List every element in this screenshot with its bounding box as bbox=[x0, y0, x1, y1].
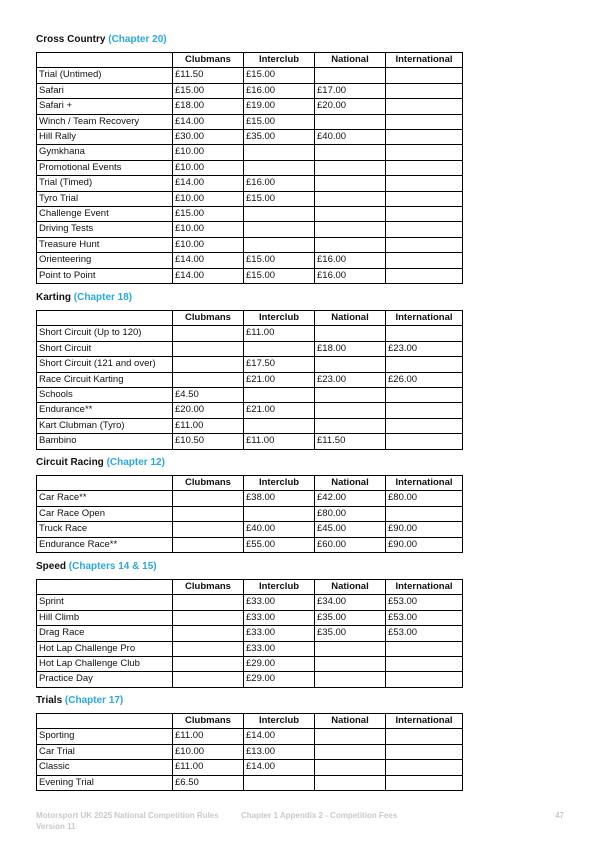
table-row bbox=[37, 626, 463, 641]
column-header: Interclub bbox=[244, 714, 315, 729]
fee-cell: £18.00 bbox=[173, 99, 244, 114]
fee-cell bbox=[244, 506, 315, 521]
table-row bbox=[37, 176, 463, 191]
fee-cell: £30.00 bbox=[173, 130, 244, 145]
fee-cell: £13.00 bbox=[244, 744, 315, 759]
event-type-cell: Hill Climb bbox=[37, 610, 173, 625]
event-type-cell: Trial (Untimed) bbox=[37, 68, 173, 83]
fee-cell bbox=[386, 744, 463, 759]
table-row bbox=[37, 729, 463, 744]
fee-cell: £29.00 bbox=[244, 657, 315, 672]
fee-cell bbox=[173, 522, 244, 537]
fee-cell bbox=[315, 207, 386, 222]
fee-cell bbox=[244, 775, 315, 790]
fee-cell: £15.00 bbox=[244, 114, 315, 129]
event-type-cell: Kart Clubman (Tyro) bbox=[37, 418, 173, 433]
event-type-cell: Car Race Open bbox=[37, 506, 173, 521]
table-row bbox=[37, 357, 463, 372]
table-row bbox=[37, 418, 463, 433]
fee-cell: £15.00 bbox=[173, 83, 244, 98]
fee-cell: £14.00 bbox=[244, 760, 315, 775]
fee-cell bbox=[173, 595, 244, 610]
fee-cell: £33.00 bbox=[244, 595, 315, 610]
fee-cell bbox=[315, 729, 386, 744]
fee-cell: £10.00 bbox=[173, 160, 244, 175]
fee-cell bbox=[386, 657, 463, 672]
fee-cell: £15.00 bbox=[244, 268, 315, 283]
chapter-reference: (Chapter 12) bbox=[106, 457, 165, 468]
fee-cell: £15.00 bbox=[244, 253, 315, 268]
section-cross-country bbox=[36, 32, 463, 284]
table-row bbox=[37, 403, 463, 418]
fee-cell bbox=[173, 372, 244, 387]
fee-cell: £14.00 bbox=[244, 729, 315, 744]
event-type-cell: Point to Point bbox=[37, 268, 173, 283]
fee-cell bbox=[315, 176, 386, 191]
event-type-cell: Sporting bbox=[37, 729, 173, 744]
fees-table bbox=[36, 475, 463, 553]
table-row bbox=[37, 760, 463, 775]
event-type-cell: Classic bbox=[37, 760, 173, 775]
fee-cell bbox=[386, 434, 463, 449]
table-row bbox=[37, 537, 463, 552]
fee-cell bbox=[315, 641, 386, 656]
fee-cell: £45.00 bbox=[315, 522, 386, 537]
column-header: National bbox=[315, 580, 386, 595]
fee-cell bbox=[315, 160, 386, 175]
table-row bbox=[37, 657, 463, 672]
fee-cell bbox=[315, 357, 386, 372]
fee-cell: £14.00 bbox=[173, 253, 244, 268]
fee-cell: £34.00 bbox=[315, 595, 386, 610]
fee-cell: £17.00 bbox=[315, 83, 386, 98]
table-row bbox=[37, 68, 463, 83]
section-title: Speed bbox=[36, 561, 67, 572]
fee-cell: £60.00 bbox=[315, 537, 386, 552]
chapter-reference: (Chapters 14 & 15) bbox=[68, 561, 157, 572]
column-header: Clubmans bbox=[173, 580, 244, 595]
fee-cell: £33.00 bbox=[244, 610, 315, 625]
table-header-row bbox=[37, 53, 463, 68]
column-header: National bbox=[315, 476, 386, 491]
event-type-cell: Bambino bbox=[37, 434, 173, 449]
column-header: Clubmans bbox=[173, 53, 244, 68]
footer-page-number: 47 bbox=[555, 811, 564, 820]
footer-document-title: Motorsport UK 2025 National Competition Rules bbox=[36, 811, 219, 820]
column-header: International bbox=[386, 476, 463, 491]
fee-cell bbox=[386, 114, 463, 129]
fee-cell: £38.00 bbox=[244, 491, 315, 506]
fee-cell: £11.00 bbox=[173, 760, 244, 775]
fee-cell bbox=[315, 657, 386, 672]
event-type-cell: Endurance** bbox=[37, 403, 173, 418]
fee-cell: £10.00 bbox=[173, 237, 244, 252]
table-row bbox=[37, 268, 463, 283]
fee-cell: £80.00 bbox=[386, 491, 463, 506]
event-type-cell: Safari + bbox=[37, 99, 173, 114]
table-row bbox=[37, 145, 463, 160]
fees-table bbox=[36, 713, 463, 791]
fee-cell bbox=[386, 130, 463, 145]
column-header: Interclub bbox=[244, 580, 315, 595]
section-speed bbox=[36, 559, 463, 688]
fee-cell bbox=[173, 537, 244, 552]
table-row bbox=[37, 491, 463, 506]
fee-cell: £20.00 bbox=[315, 99, 386, 114]
column-header bbox=[37, 714, 173, 729]
table-row bbox=[37, 222, 463, 237]
fee-cell bbox=[173, 610, 244, 625]
fee-cell bbox=[173, 326, 244, 341]
fee-cell: £18.00 bbox=[315, 341, 386, 356]
event-type-cell: Short Circuit (121 and over) bbox=[37, 357, 173, 372]
fee-cell: £16.00 bbox=[315, 268, 386, 283]
fee-cell: £29.00 bbox=[244, 672, 315, 687]
column-header bbox=[37, 311, 173, 326]
fee-cell: £90.00 bbox=[386, 522, 463, 537]
event-type-cell: Gymkhana bbox=[37, 145, 173, 160]
fee-cell: £19.00 bbox=[244, 99, 315, 114]
section-title: Circuit Racing bbox=[36, 457, 104, 468]
fee-cell bbox=[386, 68, 463, 83]
column-header: Clubmans bbox=[173, 714, 244, 729]
event-type-cell: Winch / Team Recovery bbox=[37, 114, 173, 129]
fee-cell bbox=[386, 191, 463, 206]
fee-cell: £14.00 bbox=[173, 114, 244, 129]
fee-cell bbox=[386, 145, 463, 160]
table-header-row bbox=[37, 311, 463, 326]
fee-cell bbox=[386, 268, 463, 283]
fee-cell: £35.00 bbox=[315, 610, 386, 625]
table-row bbox=[37, 130, 463, 145]
table-row bbox=[37, 595, 463, 610]
fee-cell bbox=[244, 388, 315, 403]
event-type-cell: Safari bbox=[37, 83, 173, 98]
section-karting bbox=[36, 290, 463, 450]
event-type-cell: Car Trial bbox=[37, 744, 173, 759]
fee-cell: £53.00 bbox=[386, 610, 463, 625]
event-type-cell: Orienteering bbox=[37, 253, 173, 268]
fee-cell: £35.00 bbox=[315, 626, 386, 641]
fee-cell bbox=[315, 672, 386, 687]
column-header: National bbox=[315, 714, 386, 729]
fee-cell bbox=[173, 641, 244, 656]
fee-cell: £14.00 bbox=[173, 268, 244, 283]
table-row bbox=[37, 672, 463, 687]
fee-cell bbox=[315, 388, 386, 403]
fee-cell bbox=[315, 744, 386, 759]
event-type-cell: Tyro Trial bbox=[37, 191, 173, 206]
section-heading bbox=[36, 32, 463, 48]
fee-cell bbox=[315, 760, 386, 775]
column-header: International bbox=[386, 714, 463, 729]
table-row bbox=[37, 99, 463, 114]
fee-cell: £20.00 bbox=[173, 403, 244, 418]
fee-cell bbox=[315, 403, 386, 418]
column-header: National bbox=[315, 311, 386, 326]
fee-cell bbox=[386, 99, 463, 114]
event-type-cell: Promotional Events bbox=[37, 160, 173, 175]
event-type-cell: Schools bbox=[37, 388, 173, 403]
column-header bbox=[37, 580, 173, 595]
fee-cell bbox=[386, 760, 463, 775]
column-header: Interclub bbox=[244, 476, 315, 491]
fee-cell bbox=[244, 341, 315, 356]
fee-cell bbox=[386, 641, 463, 656]
fee-cell: £10.50 bbox=[173, 434, 244, 449]
fee-cell: £14.00 bbox=[173, 176, 244, 191]
fee-cell: £40.00 bbox=[315, 130, 386, 145]
chapter-reference: (Chapter 18) bbox=[73, 292, 133, 303]
table-row bbox=[37, 641, 463, 656]
table-row bbox=[37, 237, 463, 252]
fee-cell: £80.00 bbox=[315, 506, 386, 521]
fee-cell bbox=[386, 775, 463, 790]
event-type-cell: Sprint bbox=[37, 595, 173, 610]
fee-cell: £26.00 bbox=[386, 372, 463, 387]
event-type-cell: Challenge Event bbox=[37, 207, 173, 222]
column-header: Interclub bbox=[244, 311, 315, 326]
fee-cell bbox=[386, 83, 463, 98]
fees-table bbox=[36, 310, 463, 450]
event-type-cell: Car Race** bbox=[37, 491, 173, 506]
fees-table bbox=[36, 52, 463, 284]
fee-cell: £6.50 bbox=[173, 775, 244, 790]
column-header bbox=[37, 476, 173, 491]
fee-cell: £16.00 bbox=[315, 253, 386, 268]
table-row bbox=[37, 434, 463, 449]
fee-cell: £21.00 bbox=[244, 403, 315, 418]
fee-cell bbox=[315, 68, 386, 83]
fee-cell: £10.00 bbox=[173, 191, 244, 206]
fee-cell bbox=[386, 357, 463, 372]
fee-cell: £4.50 bbox=[173, 388, 244, 403]
table-row bbox=[37, 191, 463, 206]
fee-cell: £21.00 bbox=[244, 372, 315, 387]
fee-cell bbox=[386, 253, 463, 268]
fee-cell bbox=[386, 237, 463, 252]
fee-cell bbox=[386, 672, 463, 687]
fee-cell: £15.00 bbox=[244, 68, 315, 83]
fee-cell bbox=[244, 418, 315, 433]
event-type-cell: Drag Race bbox=[37, 626, 173, 641]
fee-cell bbox=[244, 145, 315, 160]
footer-chapter: Chapter 1 Appendix 2 - Competition Fees bbox=[241, 811, 398, 820]
event-type-cell: Truck Race bbox=[37, 522, 173, 537]
chapter-reference: (Chapter 17) bbox=[64, 695, 124, 706]
fee-cell bbox=[315, 775, 386, 790]
table-row bbox=[37, 253, 463, 268]
fee-cell bbox=[386, 176, 463, 191]
fee-cell: £15.00 bbox=[173, 207, 244, 222]
section-heading bbox=[36, 290, 463, 306]
fee-cell: £16.00 bbox=[244, 176, 315, 191]
fee-cell bbox=[386, 207, 463, 222]
column-header: International bbox=[386, 311, 463, 326]
fee-cell bbox=[173, 357, 244, 372]
event-type-cell: Hot Lap Challenge Pro bbox=[37, 641, 173, 656]
column-header: Interclub bbox=[244, 53, 315, 68]
table-row bbox=[37, 341, 463, 356]
fee-cell: £11.50 bbox=[315, 434, 386, 449]
section-circuit-racing bbox=[36, 455, 463, 553]
fee-cell bbox=[315, 114, 386, 129]
fee-cell: £42.00 bbox=[315, 491, 386, 506]
event-type-cell: Evening Trial bbox=[37, 775, 173, 790]
fee-cell: £33.00 bbox=[244, 626, 315, 641]
table-row bbox=[37, 114, 463, 129]
chapter-reference: (Chapter 20) bbox=[108, 34, 167, 45]
fee-cell bbox=[173, 341, 244, 356]
fees-table bbox=[36, 579, 463, 688]
fee-cell: £55.00 bbox=[244, 537, 315, 552]
fee-cell bbox=[315, 191, 386, 206]
fee-cell bbox=[386, 326, 463, 341]
table-header-row bbox=[37, 580, 463, 595]
fee-cell bbox=[173, 672, 244, 687]
table-row bbox=[37, 160, 463, 175]
table-row bbox=[37, 775, 463, 790]
event-type-cell: Trial (Timed) bbox=[37, 176, 173, 191]
fee-cell: £23.00 bbox=[315, 372, 386, 387]
fee-cell: £16.00 bbox=[244, 83, 315, 98]
fee-cell bbox=[386, 418, 463, 433]
event-type-cell: Treasure Hunt bbox=[37, 237, 173, 252]
fee-cell bbox=[173, 626, 244, 641]
fee-cell: £11.00 bbox=[173, 729, 244, 744]
fee-cell: £53.00 bbox=[386, 595, 463, 610]
fee-cell bbox=[315, 326, 386, 341]
section-heading bbox=[36, 455, 463, 471]
fee-cell bbox=[386, 160, 463, 175]
table-row bbox=[37, 744, 463, 759]
fee-cell bbox=[173, 491, 244, 506]
section-trials bbox=[36, 693, 463, 791]
fee-cell: £40.00 bbox=[244, 522, 315, 537]
event-type-cell: Short Circuit bbox=[37, 341, 173, 356]
section-title: Cross Country bbox=[36, 34, 106, 45]
fee-cell bbox=[173, 506, 244, 521]
section-title: Karting bbox=[36, 292, 71, 303]
fee-cell: £90.00 bbox=[386, 537, 463, 552]
fee-cell: £15.00 bbox=[244, 191, 315, 206]
event-type-cell: Race Circuit Karting bbox=[37, 372, 173, 387]
fee-cell bbox=[244, 237, 315, 252]
column-header: Clubmans bbox=[173, 311, 244, 326]
table-row bbox=[37, 83, 463, 98]
table-row bbox=[37, 326, 463, 341]
table-row bbox=[37, 522, 463, 537]
fee-cell bbox=[173, 657, 244, 672]
fee-cell bbox=[386, 222, 463, 237]
fee-cell bbox=[386, 729, 463, 744]
fee-cell: £10.00 bbox=[173, 744, 244, 759]
fee-cell: £10.00 bbox=[173, 222, 244, 237]
fee-cell: £11.00 bbox=[244, 326, 315, 341]
event-type-cell: Practice Day bbox=[37, 672, 173, 687]
fee-cell bbox=[315, 237, 386, 252]
fee-cell bbox=[315, 418, 386, 433]
fee-cell bbox=[244, 207, 315, 222]
fee-cell: £53.00 bbox=[386, 626, 463, 641]
fee-cell: £11.00 bbox=[173, 418, 244, 433]
column-header bbox=[37, 53, 173, 68]
fee-cell: £11.00 bbox=[244, 434, 315, 449]
table-header-row bbox=[37, 714, 463, 729]
section-title: Trials bbox=[36, 695, 63, 706]
section-heading bbox=[36, 559, 463, 575]
table-row bbox=[37, 388, 463, 403]
fee-cell: £35.00 bbox=[244, 130, 315, 145]
table-row bbox=[37, 610, 463, 625]
column-header: Clubmans bbox=[173, 476, 244, 491]
fee-cell bbox=[386, 506, 463, 521]
fee-cell bbox=[386, 388, 463, 403]
event-type-cell: Short Circuit (Up to 120) bbox=[37, 326, 173, 341]
fee-cell bbox=[315, 222, 386, 237]
fee-cell: £11.50 bbox=[173, 68, 244, 83]
fee-cell: £23.00 bbox=[386, 341, 463, 356]
event-type-cell: Hill Rally bbox=[37, 130, 173, 145]
fee-cell: £33.00 bbox=[244, 641, 315, 656]
table-row bbox=[37, 207, 463, 222]
column-header: National bbox=[315, 53, 386, 68]
section-heading bbox=[36, 693, 463, 709]
column-header: International bbox=[386, 580, 463, 595]
fee-cell bbox=[244, 222, 315, 237]
fee-cell: £10.00 bbox=[173, 145, 244, 160]
table-row bbox=[37, 372, 463, 387]
fee-cell bbox=[244, 160, 315, 175]
table-header-row bbox=[37, 476, 463, 491]
fee-cell bbox=[386, 403, 463, 418]
table-row bbox=[37, 506, 463, 521]
event-type-cell: Driving Tests bbox=[37, 222, 173, 237]
column-header: International bbox=[386, 53, 463, 68]
event-type-cell: Endurance Race** bbox=[37, 537, 173, 552]
fee-cell: £17.50 bbox=[244, 357, 315, 372]
event-type-cell: Hot Lap Challenge Club bbox=[37, 657, 173, 672]
footer-version: Version 11 bbox=[36, 822, 76, 831]
fee-cell bbox=[315, 145, 386, 160]
